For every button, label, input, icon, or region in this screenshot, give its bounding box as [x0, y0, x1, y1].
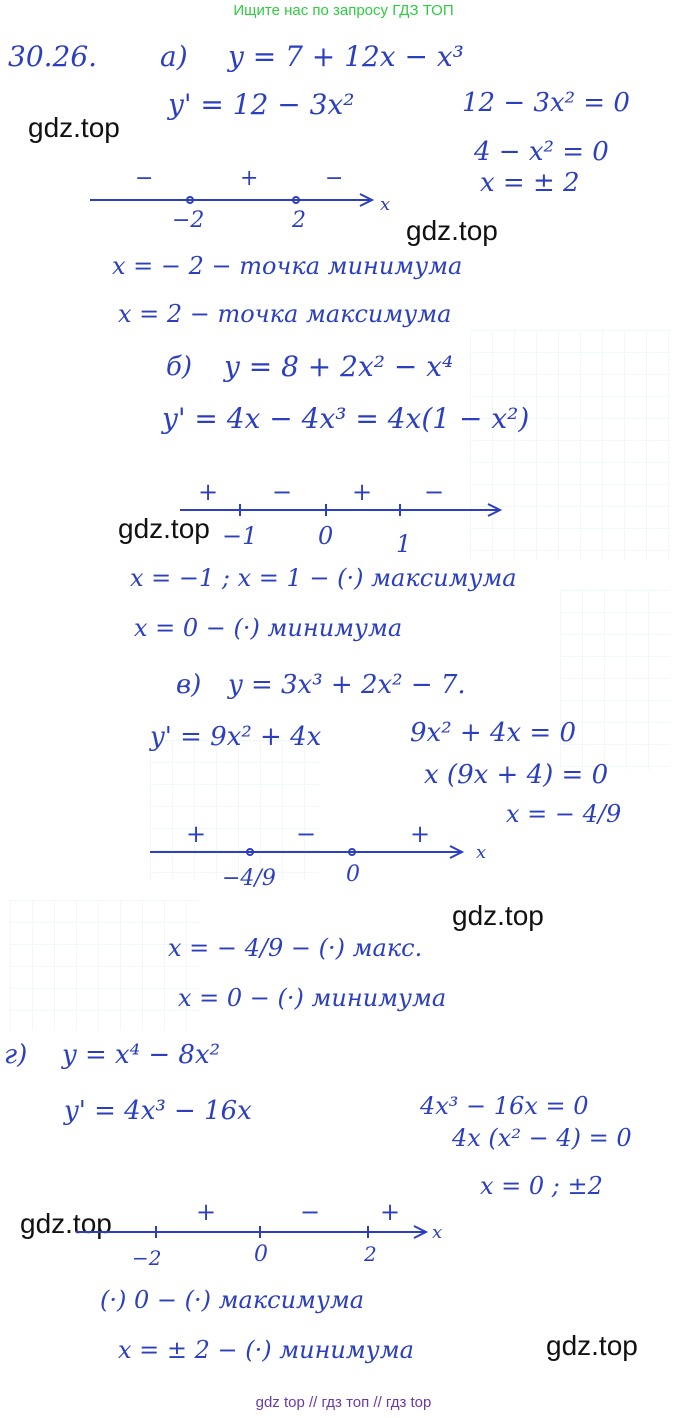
part-v-min-text: x = 0 − (·) минимума [178, 984, 447, 1012]
part-a-roots: x = ± 2 [480, 168, 580, 198]
axis-point-label: 0 [318, 522, 334, 550]
axis-point-label: 2 [364, 1242, 377, 1266]
part-a-min-text: x = − 2 − точка минимума [112, 252, 463, 280]
watermark: gdz.top [406, 215, 498, 246]
part-a-sign-axis [90, 190, 390, 210]
part-g-roots: x = 0 ; ±2 [480, 1172, 603, 1200]
part-g-function: y = x⁴ − 8x² [62, 1040, 221, 1070]
sign-label: − [135, 166, 154, 191]
watermark: gdz.top [546, 1330, 638, 1361]
part-a-function: y = 7 + 12x − x³ [228, 40, 464, 73]
background-grid [10, 900, 200, 1030]
part-v-equation: 9x² + 4x = 0 [410, 718, 577, 748]
part-b-label: б) [166, 352, 193, 382]
part-g-max-text: (·) 0 − (·) максимума [100, 1286, 365, 1314]
sign-label: + [198, 478, 219, 506]
search-hint: Ищите нас по запросу ГДЗ ТОП [233, 2, 454, 19]
part-v-max-text: x = − 4/9 − (·) макс. [168, 934, 423, 962]
part-g-equation: 4x³ − 16x = 0 [420, 1092, 589, 1120]
sign-label: + [380, 1198, 401, 1226]
part-b-max-text: x = −1 ; x = 1 − (·) максимума [130, 564, 517, 592]
axis-point-label: −4/9 [222, 866, 276, 891]
axis-point-label: −2 [172, 208, 205, 233]
part-a-derivative: y' = 12 − 3x² [168, 88, 355, 121]
watermark: gdz.top [452, 900, 544, 931]
part-g-min-text: x = ± 2 − (·) минимума [118, 1336, 414, 1364]
axis-variable: x [380, 194, 391, 215]
axis-point-label: −1 [222, 522, 258, 550]
sign-label: + [240, 166, 259, 191]
part-g-derivative: y' = 4x³ − 16x [64, 1096, 252, 1126]
part-a-equation: 4 − x² = 0 [474, 137, 609, 167]
part-a-max-text: x = 2 − точка максимума [118, 300, 452, 328]
sign-label: − [300, 1198, 321, 1226]
sign-label: − [296, 820, 317, 848]
part-a-equation: 12 − 3x² = 0 [462, 88, 630, 118]
axis-point-label: −2 [132, 1246, 162, 1270]
axis-variable: x [476, 842, 487, 863]
part-v-label: в) [176, 670, 202, 700]
background-grid [560, 590, 670, 770]
axis-point-label: 0 [346, 862, 360, 887]
part-b-function: y = 8 + 2x² − x⁴ [224, 350, 454, 383]
sign-label: − [325, 166, 344, 191]
sign-label: + [196, 1198, 217, 1226]
part-v-function: y = 3x³ + 2x² − 7. [228, 670, 466, 700]
axis-point-label: 0 [254, 1242, 268, 1267]
footer-links: gdz top // гдз топ // гдз top [255, 1394, 432, 1411]
part-a-label: а) [160, 40, 188, 73]
sign-label: + [410, 820, 431, 848]
sign-label: − [272, 478, 293, 506]
part-v-root: x = − 4/9 [506, 800, 622, 828]
part-b-sign-axis [180, 500, 510, 520]
watermark: gdz.top [20, 1208, 112, 1239]
part-g-equation: 4x (x² − 4) = 0 [452, 1124, 632, 1152]
sign-label: + [352, 478, 373, 506]
axis-point-label: 1 [396, 530, 412, 558]
watermark: gdz.top [28, 112, 120, 143]
axis-point-label: 2 [292, 208, 306, 233]
part-b-min-text: x = 0 − (·) минимума [134, 614, 403, 642]
sign-label: − [424, 478, 445, 506]
part-b-derivative: y' = 4x − 4x³ = 4x(1 − x²) [162, 402, 530, 435]
sign-label: + [186, 820, 207, 848]
part-v-derivative: y' = 9x² + 4x [150, 722, 322, 752]
watermark: gdz.top [118, 513, 210, 544]
axis-variable: x [432, 1222, 443, 1243]
part-g-label: г) [4, 1040, 28, 1070]
problem-number: 30.26. [8, 40, 98, 73]
part-v-equation: x (9x + 4) = 0 [424, 760, 609, 790]
background-grid [470, 330, 670, 560]
